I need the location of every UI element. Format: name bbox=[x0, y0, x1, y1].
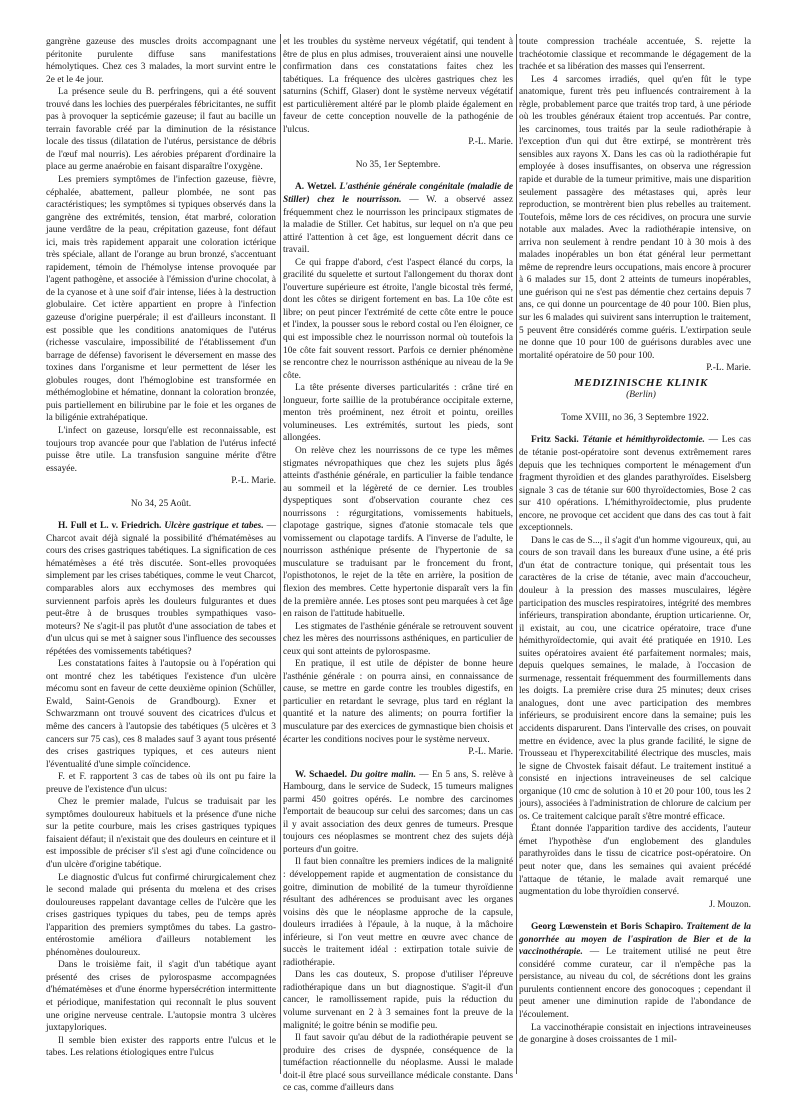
article-header bbox=[283, 769, 513, 857]
paragraph: gangrène gazeuse des muscles droits accompagnant une péritonite purulente diffuse sans manifestations hémolytiques. Chez ces 3 malades, la mort survint entre le 2e et le 4e jour. bbox=[46, 37, 276, 85]
article-lead: — Le traitement utilisé ne peut être considéré comme curateur, car il n'empêche pas la persistance, au niveau du col, de sécrétions dont les grains purulents contiennent encore des gonocoques ; cependant il peut amener une diminution rapide de l'abondance de l'écoulement. bbox=[519, 947, 751, 1021]
paragraph: Le diagnostic d'ulcus fut confirmé chirurgicalement chez le second malade qui présenta du mœlena et des crises douloureuses rappelant davantage celles de l'ulcère que les crises gastriques typiques du tabes, peu de temps après l'apparition des premiers symptômes du tabes. La gastro-entérostomie améliora d'ailleurs notablement les phénomènes douloureux. bbox=[46, 872, 276, 958]
paragraph: On relève chez les nourrissons de ce type les mêmes stigmates névropathiques que chez les sujets plus âgés atteints d'asthénie générale, en particulier la faible tendance au sommeil et la légèreté de ce dernier. Les troubles dyspeptiques sont d'observation courante chez ces nourrissons : régurgitations, vomissements habituels, clapotage gastrique, signes d'atonie stomacale tels que vomissement ou clapotage tardifs. A l'inverse de l'adulte, le nourrisson asthénique présente de l'hypertonie de sa musculature se traduisant par le froncement du front, l'opisthotonos, le rejet de la tête en arrière, la position de flexion des membres. Cette hypertonie disparaît vers la fin de la première année. Les ptoses sont peu marquées à cet âge en raison de l'attitude habituelle. bbox=[283, 445, 513, 620]
article-author: H. Full et L. v. Friedrich. bbox=[58, 521, 162, 532]
paragraph: F. et F. rapportent 3 cas de tabes où ils ont pu faire la preuve de l'existence d'un ulcus: bbox=[46, 772, 276, 795]
paragraph: Les stigmates de l'asthénie générale se retrouvent souvent chez les mères des nourrissons asthéniques, en particulier de ceux qui sont atteints de pylorospasme. bbox=[283, 621, 513, 657]
paragraph: Dans le troisième fait, il s'agit d'un tabétique ayant présenté des crises de pylorospasme accompagnées d'hématémèses et d'une énorme hypersécrétion intermittente et périodique, manifestation qui reconnaît le plus souvent une origine nerveuse centrale. L'autopsie montra 3 ulcères juxtapyloriques. bbox=[46, 960, 276, 1034]
paragraph: toute compression trachéale accentuée, S. rejette la trachéotomie classique et recommande le dégagement de la trachée et sa libération des masses qui l'enserrent. bbox=[519, 37, 751, 73]
article-header bbox=[46, 520, 276, 658]
paragraph: Les premiers symptômes de l'infection gazeuse, fièvre, céphalée, abattement, palleur plombée, ne sont pas caractéristiques; les symptômes si typiques observés dans la gangrène des extrémités, tension, état marbré, coloration jaune verdâtre de la peau, crépitation gazeuse, font défaut ici, mais très rapidement apparait une coloration ictérique très spéciale, allant de l'orange au brun bronzé, s'accentuant rapidement, témoin de l'hémolyse intense provoquée par l'agent pathogène, et associée à l'émission d'urine chocolat, à de la cyanose et à une soif d'air intense, liées à la destruction globulaire. Cet ictère appartient en propre à l'infection gazeuse d'origine puerpérale; il est d'ailleurs inconstant. Il est possible que les conditions anatomiques de l'utérus (richesse vasculaire, impossibilité de l'établissement d'un barrage de défense) favorisent le déversement en masse des toxines dans l'organisme et leur permettent de léser les globules rouges, dont l'hémoglobine est transformée en méthémoglobine et hématine, donnant la coloration bronzée, puis partiellement en bilirubine par le foie et les organes de la biligénie extrahépatique. bbox=[46, 175, 276, 424]
column-right bbox=[519, 36, 751, 1076]
article-author: A. Wetzel. bbox=[295, 182, 337, 193]
article-header bbox=[519, 434, 751, 534]
article-header bbox=[283, 181, 513, 256]
article-lead: — W. a observé assez fréquemment chez le nourrisson les principaux stigmates de la maladie de Stiller. Cet habitus, sur lequel on n'a que peu attiré l'attention à cet âge, est longuement décrit dans ce travail. bbox=[283, 195, 514, 256]
article-title: Ulcère gastrique et tabes. bbox=[164, 521, 264, 532]
paragraph: Étant donnée l'apparition tardive des accidents, l'auteur émet l'hypothèse d'un englobement des glandules parathyroïdes dans le tissu de cicatrice post-opératoire. On peut noter que, dans les semaines qui avaient précédé l'attaque de tétanie, le malade avait remarqué une augmentation du lobe thyroïdien conservé. bbox=[519, 824, 751, 898]
article-header bbox=[519, 921, 751, 1021]
article-author: W. Schaedel. bbox=[295, 769, 347, 780]
spacer bbox=[283, 761, 513, 769]
journal-city: (Berlin) bbox=[626, 390, 656, 401]
article-author: Georg Lœwenstein et Boris Schapiro. bbox=[531, 922, 684, 933]
paragraph: La tête présente diverses particularités : crâne tiré en longueur, forte saillie de la protubérance occipitale externe, menton très proéminent, nez étroit et pointu, oreilles volumineuses. Les extrémités, surtout les pieds, sont allongées. bbox=[283, 383, 513, 444]
issue-date: No 35, 1er Septembre. bbox=[355, 159, 441, 170]
paragraph: Dans le cas de S..., il s'agit d'un homme vigoureux, qui, au cours de son travail dans les bureaux d'une usine, a été pris d'un état de contracture tonique, qui présentait tous les caractères de la crise de tétanie, avec main d'accoucheur, douleur à la pression des masses musculaires, légère participation des muscles respiratoires, intégrité des membres inférieurs, transpiration abondante, éruption urticarienne. Or, il existait, au cou, une cicatrice opératoire, trace d'une hémithyroïdectomie, qui avait été pratiquée en 1910. Les suites opératoires avaient été parfaitement normales; mais, depuis quelques semaines, le malade, à l'occasion de surmenage, ressentait fréquemment des fourmillements dans les doigts. La première crise dura 25 minutes; deux crises analogues, dont une avec participation des membres inférieurs, se produisirent encore dans la semaine; puis les accidents disparurent. Dans l'intervalle des crises, on pouvait mettre en évidence, avec la plus grande facilité, le signe de Trousseau et l'hyperexcitabilité électrique des muscles, mais le signe de Chvostek faisait défaut. Le traitement institué a consisté en injections intraveineuses de sel calcique organique (10 cmc de solution à 10 et 20 pour 100, tous les 2 jours), associées à l'administration de chlorure de calcium per os. Ce traitement calcique paraît s'être montré efficace. bbox=[519, 535, 751, 822]
issue-date: No 34, 25 Août. bbox=[130, 498, 192, 509]
signature: P.-L. Marie. bbox=[468, 747, 513, 758]
article-title: L'asthénie générale congénitale (maladie de Stiller) chez le nourrisson. bbox=[283, 182, 514, 206]
issue-date: Tome XVIII, no 36, 3 Septembre 1922. bbox=[561, 412, 709, 423]
paragraph: Les 4 sarcomes irradiés, quel qu'en fût le type anatomique, furent très peu influencés contrairement à la règle, probablement parce que traités trop tard, à une période où les troubles généraux étaient trop accentués. Par contre, les carcinomes, tous traités par la seule radiothérapie à l'exception d'un qui dut être extirpé, se montrèrent très sensibles aux rayons X. Dans les cas où la radiothérapie fut employée à doses insuffisantes, on observa une régression rapide et durable de la tumeur primitive, mais une disparition seulement passagère des métastases qui, après leur reproduction, se montrèrent bien plus rebelles au traitement. Toutefois, même lors de ces récidives, on procura une survie notable aux malades. Avec la radiothérapie intensive, on arriva non seulement à rendre pendant 10 à 30 mois à des malades inopérables un bon état général leur permettant même de reprendre leurs occupations, mais encore à procurer à 6 malades sur 15, dont 2 atteints de tumeurs inopérables, une guérison qui ne s'est pas démentie chez certains depuis 7 ans, ce qui donne un pourcentage de 40 pour 100. Bien plus, sur les 6 malades qui suivirent sans interruption le traitement, 5 peuvent être considérés comme guéris. L'extirpation seule ne donne que 10 pour 100 de guérisons durables avec une mortalité opératoire de 50 pour 100. bbox=[519, 74, 751, 361]
article-title: Traitement de la gonorrhée au moyen de l'aspiration de Bier et de la vaccinothérapie. bbox=[519, 922, 751, 958]
paragraph: Il faut bien connaître les premiers indices de la malignité : développement rapide et augmentation de consistance du goitre, diminution de mobilité de la tumeur thyroïdienne résultant des adhérences se produisant avec les organes voisins dès que le néoplasme approche de la capsule, douleurs irradiées à l'épaule, à la nuque, à la mâchoire inférieure, si l'on veut mettre en œuvre avec chance de succès le traitement idéal : extirpation totale suivie de radiothérapie. bbox=[283, 857, 513, 968]
article-title: Tétanie et hémithyroïdectomie. bbox=[582, 435, 705, 446]
paragraph: Ce qui frappe d'abord, c'est l'aspect élancé du corps, la gracilité du squelette et surtout l'allongement du thorax dont l'ouverture supérieure est étroite, l'angle bicostal très fermé, dont les côtes se dirigent fortement en bas. La 10e côte est libre; on peut pincer l'extrémité de cette côte entre le pouce et l'index, la pousser sous le rebord costal ou l'en éloigner, ce qui est impossible chez le nourrisson normal où toutefois la 10e côte fait souvent ressort. Parfois ce dernier phénomène se rencontre chez le nourrisson asthénique au niveau de la 9e côte. bbox=[283, 257, 513, 381]
paragraph: Dans les cas douteux, S. propose d'utiliser l'épreuve radiothérapique dans un but diagnostique. S'agit-il d'un cancer, le ramollissement rapide, puis la réduction du volume survenant en 2 à 3 semaines font la preuve de la malignité; le goitre bénin se modifie peu. bbox=[283, 970, 513, 1031]
column-middle bbox=[283, 36, 514, 1094]
article-lead: — En 5 ans, S. relève à Hambourg, dans le service de Sudeck, 15 tumeurs malignes parmi 450 goitres opérés. Le nombre des carcinomes l'emportait de beaucoup sur celui des sarcomes; dans un cas il y avait association des deux genres de tumeurs. Presque toujours ces néoplasmes se montrent chez des sujets déjà porteurs d'un goitre. bbox=[283, 769, 514, 855]
column-left bbox=[46, 36, 276, 1076]
paragraph: Il faut savoir qu'au début de la radiothérapie peuvent se produire des crises de dyspnée, conséquence de la tuméfaction réactionnelle du néoplasme. Aussi le malade doit-il être placé sous surveillance médicale constante. Dans ce cas, comme d'ailleurs dans bbox=[283, 1033, 513, 1094]
signature: J. Mouzon. bbox=[709, 899, 751, 910]
article-lead: — Charcot avait déjà signalé la possibilité d'hématémèses au cours des crises gastriques tabétiques. La signification de ces hématémèses a été très discutée. Sont-elles provoquées simplement par les crises tabétiques, comme le veut Charcot, comparables alors aux ecchymoses des membres qui surviennent parfois après les douleurs fulgurantes et dues peut-être à de brusques troubles sympathiques vaso-moteurs? Ne s'agit-il pas plutôt d'une association de tabes et d'un ulcus qui se met à saigner sous l'influence des secousses répétées des vomissements tabétiques? bbox=[46, 521, 277, 657]
article-title: Du goitre malin. bbox=[350, 769, 416, 780]
paragraph: Il semble bien exister des rapports entre l'ulcus et le tabes. Les relations étiologiques entre l'ulcus bbox=[46, 1035, 276, 1059]
spacer bbox=[519, 913, 751, 921]
signature: P.-L. Marie. bbox=[468, 137, 513, 148]
column-divider bbox=[516, 34, 517, 1074]
article-author: Fritz Sacki. bbox=[531, 435, 579, 446]
paragraph: La présence seule du B. perfringens, qui a été souvent trouvé dans les lochies des puerpérales fébricitantes, ne suffit pas à provoquer la septicémie gazeuse; il faut au bacille un terrain favorable créé par la diminution de la résistance locale des tissus (dilatation de l'utérus, persistance de débris de l'œuf mal nourris). Les aérobies préparent d'ordinaire la place au germe anaérobie en faisant disparaître l'oxygène. bbox=[46, 87, 276, 173]
signature: P.-L. Marie. bbox=[231, 476, 276, 487]
journal-title: MEDIZINISCHE KLINIK bbox=[574, 376, 708, 389]
column-divider bbox=[280, 34, 281, 1074]
paragraph: La vaccinothérapie consistait en injections intraveineuses de gonargine à doses croissantes de 1 mil- bbox=[519, 1022, 751, 1046]
article-lead: — Les cas de tétanie post-opératoire sont devenus extrêmement rares depuis que les techniques comportent le ménagement d'un fragment thyroïdien et des glandes parathyroïdes. Eiselsberg signale 3 cas de tétanie sur 600 thyroïdectomies, Bose 2 cas sur 410 opérations. L'hémithyroïdectomie, plus prudente encore, ne provoque cet accident que dans des cas tout à fait exceptionnels. bbox=[519, 435, 752, 534]
paragraph: Chez le premier malade, l'ulcus se traduisait par les symptômes douloureux habituels et la présence d'une niche sur la petite courbure, mais les crises gastriques typiques faisaient défaut; il n'existait que des douleurs en ceinture et il est impossible de préciser s'il s'est agi d'une coïncidence ou d'un ulcère d'origine tabétique. bbox=[46, 797, 276, 870]
signature: P.-L. Marie. bbox=[706, 363, 751, 374]
paragraph: Les constatations faites à l'autopsie ou à l'opération qui ont montré chez les tabétiques l'existence d'un ulcère mécomu sont en faveur de cette deuxième opinion (Schüller, Ewald, Saint-Genois de Grandbourg). Exner et Schwarzmann ont trouvé souvent des cicatrices d'ulcus et même des cancers à l'autopsie des tabétiques (5 ulcères et 3 cancers sur 75 cas), ces 8 malades sauf 3 ayant tous présenté des crises gastriques typiques, et ces auteurs nient l'éventualité d'une simple coïncidence. bbox=[46, 659, 276, 770]
paragraph: et les troubles du système nerveux végétatif, qui tendent à être de plus en plus admises, trouveraient ainsi une nouvelle confirmation dans ces constatations faites chez les tabétiques. La fréquence des ulcères gastriques chez les saturnins (Schiff, Glaser) dont le système nerveux végétatif est particulièrement altéré par le plomb plaide également en faveur de cette conception nouvelle de la pathogénie de l'ulcus. bbox=[283, 37, 513, 135]
paragraph: L'infect on gazeuse, lorsqu'elle est reconnaissable, est toujours trop avancée pour que l'ablation de l'utérus infecté puisse être utile. La transfusion sanguine mérite d'être essayée. bbox=[46, 425, 276, 474]
paragraph: En pratique, il est utile de dépister de bonne heure l'asthénie générale : on pourra ainsi, en connaissance de cause, se mettre en garde contre les troubles digestifs, en particulier en retardant le sevrage, plus tard en réglant la quantité et la nature des aliments; on pourra fortifier la musculature par des exercices de gymnastique bien choisis et écarter les conditions nocives pour le système nerveux. bbox=[283, 659, 513, 745]
